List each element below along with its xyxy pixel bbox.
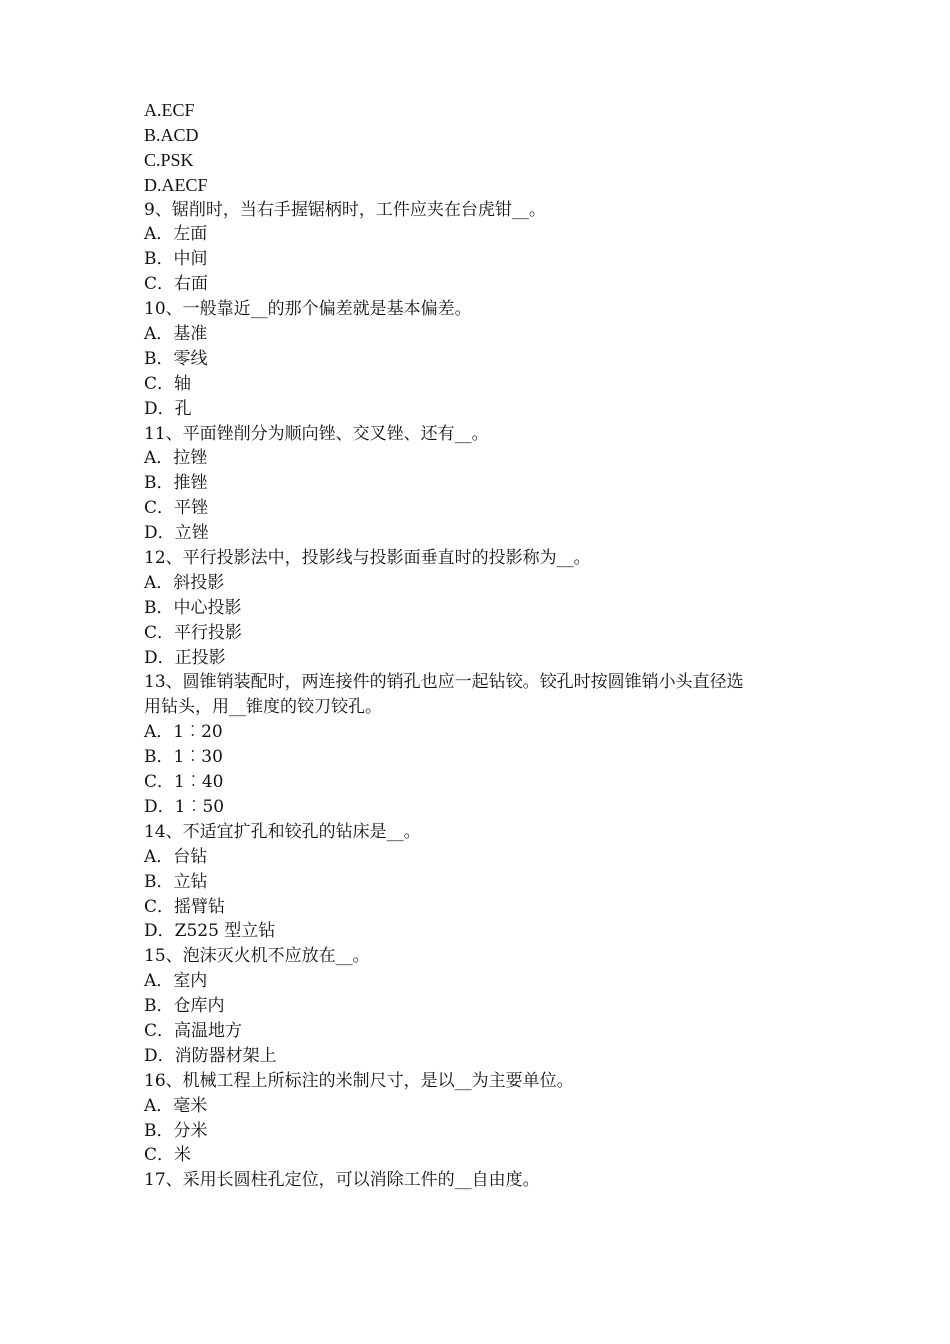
option-line: A.ECF [144,100,195,120]
option-line: C．平锉 [144,498,209,519]
option-line: A．基准 [144,324,208,345]
option-line: D．Z525 型立钻 [144,921,276,942]
question-line: 14、不适宜扩孔和铰孔的钻床是__。 [144,821,421,842]
option-line: B．中间 [144,249,208,270]
option-line: B．1︰30 [144,747,223,768]
option-line: B.ACD [144,124,199,145]
option-line: B．中心投影 [144,597,242,618]
option-line: C．平行投影 [144,622,243,643]
option-line: D.AECF [144,174,208,195]
option-line: A．拉锉 [144,448,208,469]
option-line: A．台钻 [144,846,208,867]
question-line: 13、圆锥销装配时，两连接件的销孔也应一起钻铰。铰孔时按圆锥销小头直径选 [144,672,744,693]
question-line: 10、一般靠近__的那个偏差就是基本偏差。 [144,299,472,320]
option-line: B．立钻 [144,871,208,892]
option-line: C.PSK [144,149,194,170]
question-line: 9、锯削时，当右手握锯柄时，工件应夹在台虎钳__。 [144,199,546,220]
question-line: 16、机械工程上所标注的米制尺寸，是以__为主要单位。 [144,1070,574,1091]
question-line-continued: 用钻头，用__锥度的铰刀铰孔。 [144,697,382,718]
option-line: C．1︰40 [144,772,224,793]
option-line: C．摇臂钻 [144,896,226,917]
option-line: C．轴 [144,373,192,394]
question-line: 15、泡沫灭火机不应放在__。 [144,946,370,967]
question-text-block [144,98,824,1193]
option-line: D．孔 [144,398,192,419]
option-line: A．毫米 [144,1095,208,1116]
option-line: A．1︰20 [144,722,223,743]
option-line: C．高温地方 [144,1020,243,1041]
option-line: B．推锉 [144,473,208,494]
option-line: B．零线 [144,348,208,369]
option-line: A．室内 [144,971,208,992]
question-line: 11、平面锉削分为顺向锉、交叉锉、还有__。 [144,423,489,444]
question-line: 17、采用长圆柱孔定位，可以消除工件的__自由度。 [144,1170,540,1191]
option-line: D．消防器材架上 [144,1045,277,1066]
option-line: D．立锉 [144,523,209,544]
option-line: A．左面 [144,224,208,245]
option-line: D．正投影 [144,647,226,668]
option-line: A．斜投影 [144,572,225,593]
option-line: C．右面 [144,274,209,295]
option-line: C．米 [144,1145,192,1166]
question-line: 12、平行投影法中，投影线与投影面垂直时的投影称为__。 [144,548,591,569]
option-line: D．1︰50 [144,796,225,817]
option-line: B．仓库内 [144,996,225,1017]
option-line: B．分米 [144,1120,208,1141]
